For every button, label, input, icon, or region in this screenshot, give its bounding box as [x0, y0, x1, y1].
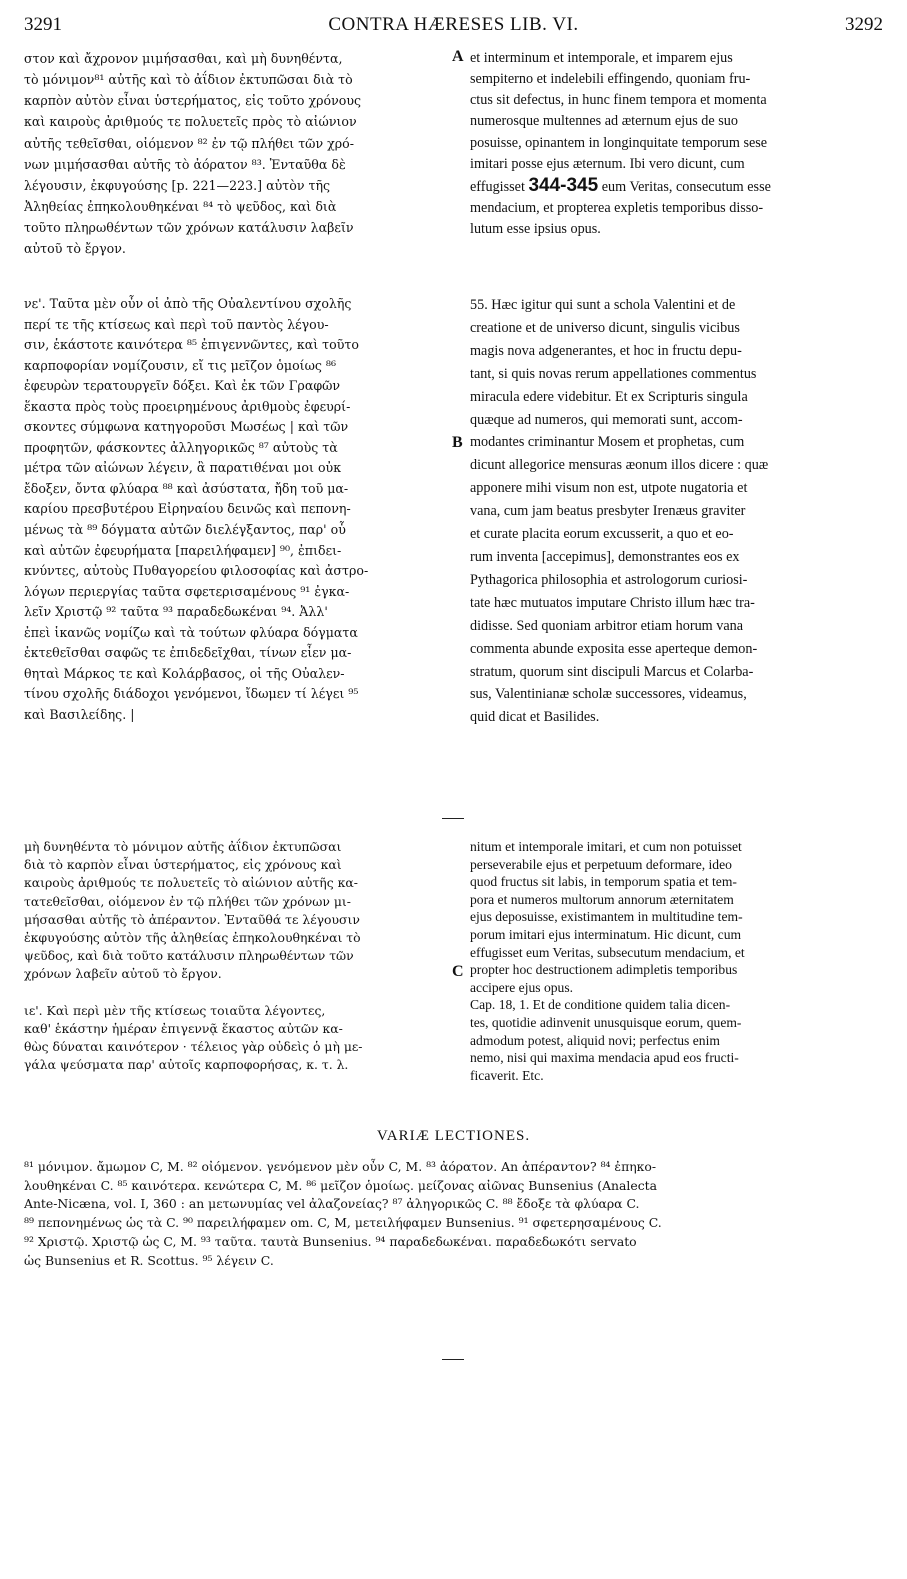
variant-readings-notes [24, 1158, 884, 1270]
text-line: τίνου σχολῆς διάδοχοι γενόμενοι, ἴδωμεν τί λέγει ⁹⁵ [24, 686, 359, 702]
text-line: didisse. Sed quoniam arbitror etiam horum vana [470, 617, 744, 634]
text-line: λόγων περιεργίας ταῦτα σφετερισαμένους ⁹¹ ἐγκα- [24, 583, 350, 599]
text-fragment: effugisset [470, 178, 525, 195]
text-line: μέτρα τῶν αἰώνων λέγειν, ἃ παρατιθέναι μοι οὐκ [24, 460, 342, 476]
text-line: μήσασθαι αὐτῆς τὸ ἀπέραντον. Ἐνταῦθά τε λέγουσιν [24, 911, 360, 927]
text-line: αὐτοῦ τὸ ἔργον. [24, 241, 126, 257]
end-divider [442, 1359, 464, 1360]
text-line: ὡς Bunsenius et R. Scottus. ⁹⁵ λέγειν C. [24, 1252, 274, 1268]
text-line: ejus deposuisse, existimantem in multitudine tem- [470, 909, 743, 925]
margin-marker-c: C [452, 963, 464, 980]
text-line: Pythagorica philosophia et astrologorum curiosi- [470, 571, 748, 588]
text-line: καθ' ἑκάστην ἡμέραν ἐπιγεννᾷ ἕκαστος αὐτῶν κα- [24, 1021, 343, 1037]
text-line: stratum, quorum sint discipuli Marcus et Colarba- [470, 663, 754, 680]
text-line [24, 984, 449, 1002]
text-line: ctus sit defectus, in hunc finem tempora et momenta [470, 92, 767, 109]
text-line: Cap. 18, 1. Et de conditione quidem talia dicen- [470, 997, 731, 1013]
text-line: accipere ejus opus. [470, 979, 574, 995]
text-line: lutum esse ipsius opus. [470, 221, 601, 238]
text-line: quæque ad numeros, qui memorati sunt, accom- [470, 411, 743, 428]
text-line: σιν, ἑκάστοτε καινότερα ⁸⁵ ἐπιγεννῶντες, καὶ τοῦτο [24, 337, 359, 353]
text-line: perseverabile ejus et perpetuum deformare, ideo [470, 856, 732, 872]
text-line: propter hoc destructionem adimpletis temporibus [470, 962, 738, 978]
greek-column-top-2 [24, 294, 449, 725]
text-line: ἐκτεθεῖσθαι σαφῶς τε ἐπιδεδεῖχθαι, τίνων εἶεν μα- [24, 645, 352, 661]
text-line: vana, cum jam beatus presbyter Irenæus graviter [470, 503, 746, 520]
text-line: modantes criminantur Mosem et prophetas, cum [470, 434, 745, 451]
text-line [470, 175, 885, 198]
text-line: magis nova adgenerantes, et hoc in fructu depu- [470, 342, 742, 359]
latin-column-top-2 [470, 294, 885, 729]
text-line: creatione et de universo dicunt, singulis vicibus [470, 319, 740, 336]
text-line: tant, si quis novas rerum appellationes commentus [470, 365, 757, 382]
text-line: καρίου πρεσβυτέρου Εἰρηναίου δεινῶς καὶ πεπονη- [24, 501, 351, 517]
text-line: σκοντες σύμφωνα κατηγοροῦσι Μωσέως | καὶ τῶν [24, 419, 349, 435]
text-line: pora et numeros multorum annorum æternitatem [470, 891, 734, 907]
text-line: sus, Valentinianæ scholæ successores, videamus, [470, 686, 747, 703]
text-line: στον καὶ ἄχρονον μιμήσασθαι, καὶ μὴ δυνηθέντα, [24, 51, 343, 66]
text-line: καιροὺς ἀριθμούς τε πολυετεῖς τὸ αἰώνιον αὐτῆς κα- [24, 875, 358, 891]
text-line: μένως τὰ ⁸⁹ δόγματα αὐτῶν διελέγξαντος, παρ' οὗ [24, 522, 346, 538]
greek-column-top-1 [24, 48, 449, 260]
text-line: rum inventa [accepimus], demonstrantes eos ex [470, 548, 740, 565]
text-line: μὴ δυνηθέντα τὸ μόνιμον αὐτῆς ἀΐδιον ἐκτυπῶσαι [24, 839, 342, 854]
text-line: ἐπεὶ ἱκανῶς νομίζω καὶ τὰ τούτων φλύαρα δόγματα [24, 624, 358, 640]
text-line: περί τε τῆς κτίσεως καὶ περὶ τοῦ παντὸς λέγου- [24, 316, 329, 332]
running-title: CONTRA HÆRESES LIB. VI. [328, 14, 579, 35]
text-line: ⁹² Χριστῷ. Χριστῷ ὡς C, M. ⁹³ ταῦτα. ταυτὰ Bunsenius. ⁹⁴ παραδεδωκέναι. παραδεδωκότι servato [24, 1233, 637, 1249]
greek-column-bottom [24, 838, 449, 1075]
page-number-right: 3292 [845, 14, 883, 35]
text-line: νε'. Ταῦτα μὲν οὖν οἱ ἀπὸ τῆς Οὐαλεντίνου σχολῆς [24, 296, 352, 311]
text-line: καὶ αὐτῶν ἐφευρήματα [παρειλήφαμεν] ⁹⁰, ἐπιδει- [24, 542, 342, 558]
text-line: Ante-Nicæna, vol. I, 360 : an μετωνυμίας vel ἀλαζονείας? ⁸⁷ ἀληγορικῶς C. ⁸⁸ ἔδοξε τὰ φλύαρα C. [24, 1196, 640, 1212]
page-number-migne: 344-345 [528, 174, 599, 196]
text-line: λεῖν Χριστῷ ⁹² ταῦτα ⁹³ παραδεδωκέναι ⁹⁴. Ἀλλ' [24, 604, 328, 620]
text-line: τοῦτο πληρωθέντων τῶν χρόνων κατάλυσιν λαβεῖν [24, 220, 354, 236]
text-line: ⁸¹ μόνιμον. ἄμωμον C, M. ⁸² οἰόμενον. γενόμενον μὲν οὖν C, M. ⁸³ ἀόρατον. An ἀπέραντον? ⁸⁴ ἐπηκο- [24, 1159, 657, 1174]
text-line: αὐτῆς τεθεῖσθαι, οἰόμενον ⁸² ἐν τῷ πλήθει τῶν χρό- [24, 135, 354, 151]
text-line: quid dicat et Basilides. [470, 709, 600, 726]
text-line: nemo, nisi qui maxima mendacia apud eos fructi- [470, 1050, 739, 1066]
text-line: et curate placita eorum excusserit, a quo et eo- [470, 526, 734, 543]
text-line: λέγουσιν, ἐκφυγούσης [p. 221—223.] αὐτὸν τῆς [24, 177, 331, 193]
text-line: admodum potest, aliquid novi; perfectus enim [470, 1032, 720, 1048]
margin-marker-b: B [452, 434, 463, 451]
text-line: posuisse, opinantem in longinquitate temporum sese [470, 134, 768, 151]
text-line: mendacium, et propterea expletis temporibus disso- [470, 200, 764, 217]
text-line: ficaverit. Etc. [470, 1067, 544, 1083]
text-line: καὶ καιροὺς ἀριθμούς τε πολυετεῖς πρὸς τὸ αἰώνιον [24, 114, 357, 130]
text-line: χρόνων λαβεῖν αὐτοῦ τὸ ἔργον. [24, 966, 222, 982]
text-line: θηταὶ Μάρκος τε καὶ Κολάρβασος, οἱ τῆς Οὐαλεν- [24, 665, 345, 681]
text-line: κνύντες, αὐτοὺς Πυθαγορείου φιλοσοφίας καὶ ἀστρο- [24, 563, 369, 579]
text-line: Ἀληθείας ἐπηκολουθηκέναι ⁸⁴ τὸ ψεῦδος, καὶ διὰ [24, 199, 337, 215]
text-line: προφητῶν, φάσκοντες ἀλληγορικῶς ⁸⁷ αὐτοὺς τὰ [24, 439, 338, 455]
text-line: imitari posse ejus æternum. Ibi vero dicunt, cum [470, 155, 745, 172]
text-line: ἕκαστα πρὸς τοὺς προειρημένους ἀριθμοὺς ἐφευρί- [24, 398, 351, 414]
text-fragment: eum Veritas, consecutum esse [601, 178, 771, 195]
text-line: tate hæc mutuatos imputare Christo illum hæc tra- [470, 594, 755, 611]
text-line: ⁸⁹ πεπονημένως ὡς τὰ C. ⁹⁰ παρειλήφαμεν om. C, M, μετειλήφαμεν Bunsenius. ⁹¹ σφετερησαμένους C. [24, 1215, 662, 1231]
text-line: 55. Hæc igitur qui sunt a schola Valentini et de [470, 297, 736, 313]
text-line: ἐφευρὼν τερατουργεῖν δόξει. Καὶ ἐκ τῶν Γραφῶν [24, 378, 341, 394]
text-line: ψεῦδος, καὶ διὰ τοῦτο κατάλυσιν πληρωθέντων τῶν [24, 948, 354, 964]
text-line: ιε'. Καὶ περὶ μὲν τῆς κτίσεως τοιαῦτα λέγοντες, [24, 1002, 326, 1018]
text-line: λουθηκέναι C. ⁸⁵ καινότερα. κενώτερα C, M. ⁸⁶ μεῖζον ὁμοίως. μείζονας αἰῶνας Bunsenius (Analecta [24, 1177, 658, 1193]
text-line: dicunt allegorice mensuras æonum illos dicere : quæ [470, 457, 769, 474]
text-line: τατεθεῖσθαι, οἰόμενον ἐν τῷ πλήθει τῶν χρόνων μι- [24, 893, 351, 909]
running-header [24, 14, 883, 40]
text-line: ἔδοξεν, ὄντα φλύαρα ⁸⁸ καὶ ἀσύστατα, ἤδη τοῦ μα- [24, 480, 349, 496]
text-line: et interminum et intemporale, et imparem ejus [470, 50, 733, 66]
margin-marker-a: A [452, 48, 464, 65]
variae-lectiones-title: VARIÆ LECTIONES. [376, 1128, 531, 1144]
text-line: γάλα ψεύσματα παρ' αὐτοῖς καρποφορήσας, κ. τ. λ. [24, 1057, 349, 1073]
text-line: tes, quotidie adinvenit unusquisque eorum, quem- [470, 1014, 742, 1030]
text-line: ἐκφυγούσης αὐτὸν τῆς ἀληθείας ἐπηκολουθηκέναι τὸ [24, 930, 361, 946]
text-line: effugisset eum Veritas, subsecutum mendacium, et [470, 944, 745, 960]
text-line: nitum et intemporale imitari, et cum non potuisset [470, 839, 742, 854]
latin-column-bottom [470, 838, 885, 1084]
text-line: θὼς δύναται καινότερον · τέλειος γὰρ οὐδεὶς ὁ μὴ με- [24, 1039, 363, 1055]
text-line: νων μιμήσασθαι αὐτῆς τὸ ἀόρατον ⁸³. Ἐνταῦθα δὲ [24, 156, 346, 172]
text-line: numerosque multennes ad æternum ejus de suo [470, 113, 738, 130]
latin-column-top-1 [470, 48, 885, 240]
text-line: miracula edere videbitur. Et ex Scripturis singula [470, 388, 748, 405]
text-line: διὰ τὸ καρπὸν εἶναι ὑστερήματος, εἰς χρόνους καὶ [24, 857, 342, 873]
text-line: τὸ μόνιμον⁸¹ αὐτῆς καὶ τὸ ἀΐδιον ἐκτυπῶσαι διὰ τὸ [24, 72, 353, 88]
text-line: porum imitari ejus interminatum. Hic dicunt, cum [470, 926, 742, 942]
text-line: quod fructus sit labis, in temporum spatia et tem- [470, 874, 737, 890]
text-line: καρποφορίαν νομίζουσιν, εἴ τις μεῖζον ὁμοίως ⁸⁶ [24, 357, 337, 373]
text-line: sempiterno et indelebili effingendo, quoniam fru- [470, 71, 751, 88]
text-line: commenta abunde exposita esse aperteque demon- [470, 640, 758, 657]
text-line: apponere mihi visum non est, utpote nugatoria et [470, 480, 748, 497]
section-divider [442, 818, 464, 819]
text-line: καρπὸν αὐτὸν εἶναι ὑστερήματος, εἰς τοῦτο χρόνους [24, 93, 362, 109]
page-number-left: 3291 [24, 14, 62, 35]
text-line: καὶ Βασιλείδης. | [24, 706, 135, 722]
